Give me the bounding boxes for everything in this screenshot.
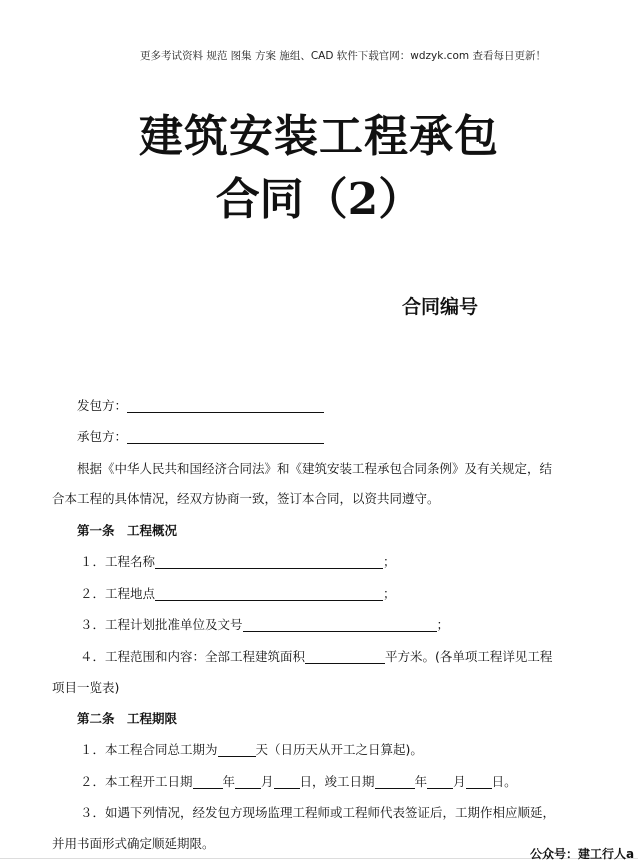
start-day-blank[interactable]: [274, 774, 300, 789]
end-month-label: 月: [453, 774, 466, 789]
total-duration-label: １．本工程合同总工期为: [80, 742, 218, 757]
employer-label: 发包方：: [77, 398, 128, 413]
start-year-blank[interactable]: [193, 774, 223, 789]
end-day-label: 日。: [491, 774, 517, 789]
article1-item4: [80, 647, 552, 665]
document-title-line1: 建筑安装工程承包: [139, 111, 499, 162]
approval-unit-blank[interactable]: [243, 617, 437, 632]
watermark-text: 公众号：建工行人a: [530, 847, 635, 861]
intro-line-1: 根据《中华人民共和国经济合同法》和《建筑安装工程承包合同条例》及有关规定，结: [77, 461, 553, 476]
contractor-blank[interactable]: [127, 429, 324, 444]
article2-item2: [80, 772, 517, 790]
contract-number-label: 合同编号: [402, 296, 479, 318]
scope-label: ４．工程范围和内容：全部工程建筑面积: [80, 649, 306, 664]
project-location-blank[interactable]: [155, 586, 383, 601]
start-month-blank[interactable]: [235, 774, 261, 789]
project-location-label: ２．工程地点: [80, 586, 156, 601]
article1-item2: [80, 584, 396, 602]
article2-item3-continued: 并用书面形式确定顺延期限。: [52, 836, 215, 851]
contractor-row: [77, 427, 324, 445]
project-name-blank[interactable]: [155, 554, 383, 569]
article1-item3: [80, 615, 449, 633]
article2-item1: [80, 740, 423, 758]
item2-end: ；: [383, 586, 396, 601]
completion-date-label: 日，竣工日期: [299, 774, 375, 789]
article2-item3: ３．如遇下列情况，经发包方现场监理工程师或工程师代表签证后，工期作相应顺延，: [80, 805, 556, 820]
document-title-line2: 合同（2）: [215, 174, 423, 225]
page-header: 更多考试资料 规范 图集 方案 施组、CAD 软件下载官网：wdzyk.com 查看每日更新！: [140, 50, 546, 62]
item3-end: ；: [436, 617, 450, 632]
end-day-blank[interactable]: [466, 774, 492, 789]
total-duration-unit: 天（日历天从开工之日算起)。: [255, 742, 423, 757]
start-date-label: ２．本工程开工日期: [80, 774, 193, 789]
total-duration-blank[interactable]: [218, 742, 256, 757]
end-month-blank[interactable]: [427, 774, 453, 789]
contractor-label: 承包方：: [77, 429, 128, 444]
item1-end: ；: [383, 554, 396, 569]
article1-heading: 第一条 工程概况: [77, 523, 178, 538]
project-name-label: １．工程名称: [80, 554, 156, 569]
end-year-blank[interactable]: [375, 774, 415, 789]
article1-item4-continued: 项目一览表): [52, 680, 120, 695]
building-area-blank[interactable]: [305, 649, 385, 664]
start-year-label: 年: [222, 774, 236, 789]
scope-unit: 平方米。(各单项工程详见工程: [385, 649, 553, 664]
end-year-label: 年: [414, 774, 428, 789]
employer-row: [77, 396, 324, 414]
article2-heading: 第二条 工程期限: [77, 711, 178, 726]
intro-line-2: 合本工程的具体情况，经双方协商一致，签订本合同，以资共同遵守。: [52, 491, 440, 506]
article1-item1: [80, 552, 396, 570]
employer-blank[interactable]: [127, 398, 324, 413]
approval-unit-label: ３．工程计划批准单位及文号: [80, 617, 243, 632]
start-month-label: 月: [261, 774, 274, 789]
